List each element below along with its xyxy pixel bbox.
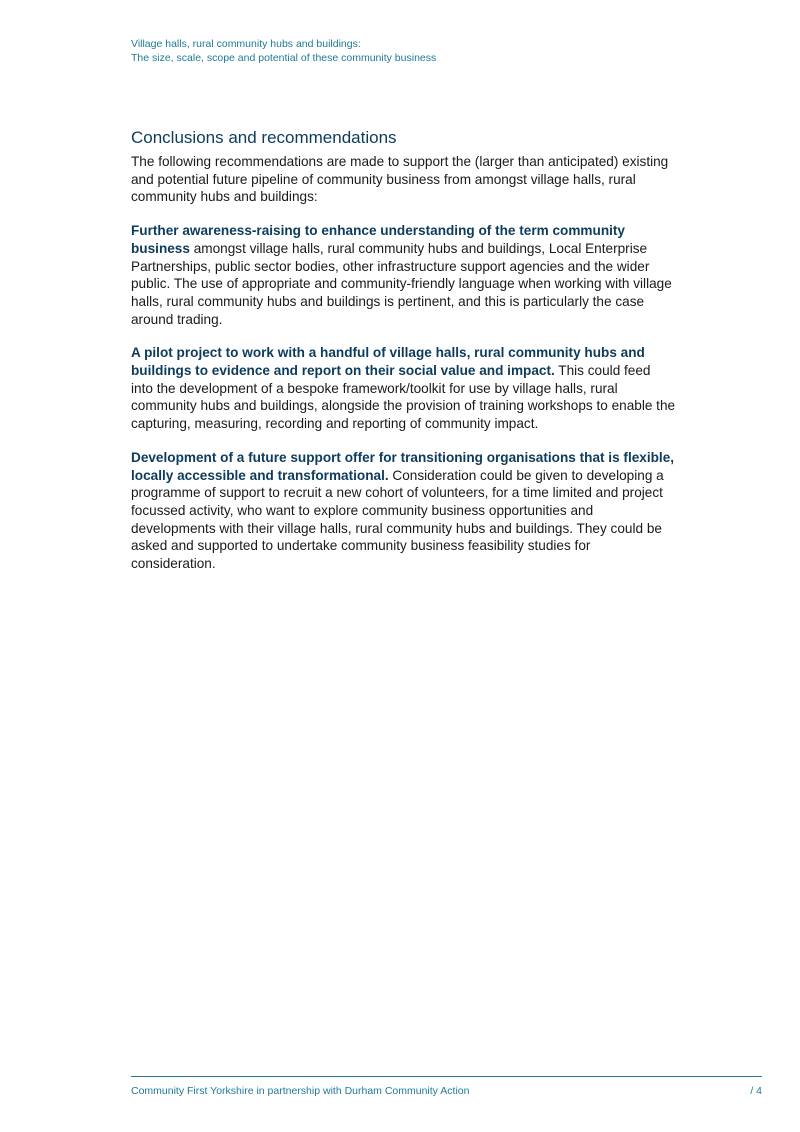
recommendation-3-body: Consideration could be given to developing a programme of support to recruit a new cohort of volunteers, for a time limited and project focussed activity, who want to explore community business opportunities and developments with their village halls, rural community hubs and buildings. They could be asked and supported to undertake community business feasibility studies for consideration. xyxy=(131,467,664,572)
section-title: Conclusions and recommendations xyxy=(131,128,397,147)
recommendation-3 xyxy=(131,449,676,573)
running-header-line-2: The size, scale, scope and potential of these community business xyxy=(131,52,437,64)
footer-divider xyxy=(131,1076,762,1077)
intro-paragraph: The following recommendations are made to support the (larger than anticipated) existing and potential future pipeline of community business from amongst village halls, rural community hubs and buildings: xyxy=(131,154,669,205)
footer-organisation: Community First Yorkshire in partnership with Durham Community Action xyxy=(131,1085,470,1097)
running-header-line-1: Village halls, rural community hubs and buildings: xyxy=(131,38,361,50)
recommendation-2 xyxy=(131,344,676,433)
recommendation-2-lead: A pilot project to work with a handful of village halls, rural community hubs and buildings to evidence and report on their social value and impact. xyxy=(131,345,645,379)
running-header xyxy=(131,37,751,65)
main-content xyxy=(131,127,676,589)
recommendation-2-body: This could feed into the development of a bespoke framework/toolkit for use by village halls, rural community hubs and buildings, alongside the provision of training workshops to enable the capturing, measuring, recording and reporting of community impact. xyxy=(131,363,676,432)
recommendation-1-lead: Further awareness-raising to enhance understanding of the term community business xyxy=(131,223,625,256)
recommendation-1 xyxy=(131,222,676,328)
recommendation-1-body: amongst village halls, rural community hubs and buildings, Local Enterprise Partnerships, public sector bodies, other infrastructure support agencies and the wider public. The use of appropriate and community-friendly language when working with village halls, rural community hubs and buildings is pertinent, and this is particularly the case around trading. xyxy=(131,240,672,327)
page-number: / 4 xyxy=(750,1085,762,1097)
recommendation-3-lead: Development of a future support offer for transitioning organisations that is flexible, locally accessible and transformational. xyxy=(131,449,675,483)
